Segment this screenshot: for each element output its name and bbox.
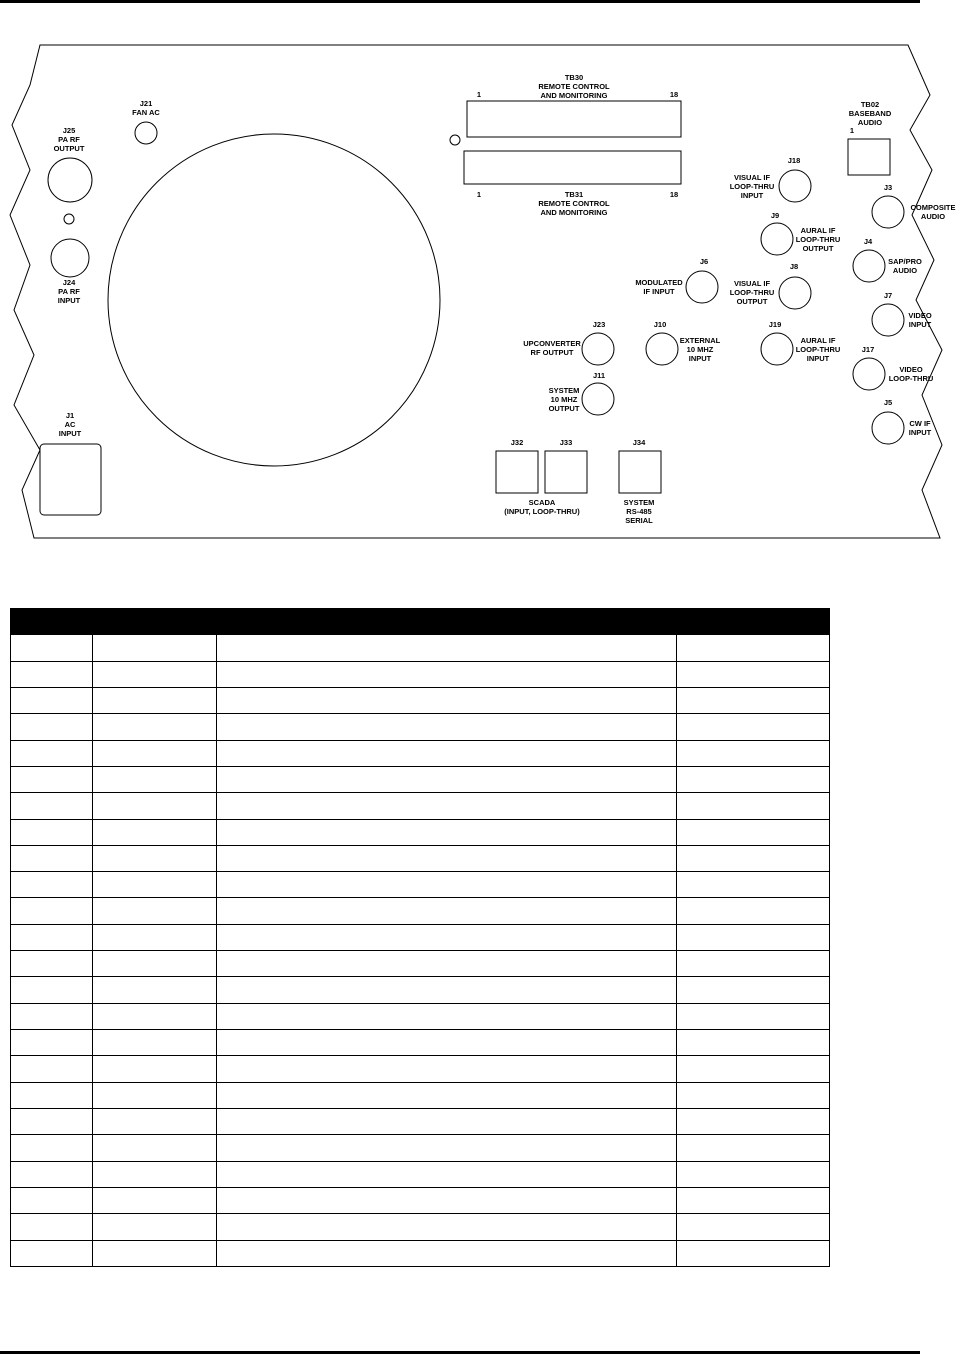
j34-label2: RS-485 (626, 507, 652, 516)
j10-connector (646, 333, 678, 365)
table-cell (217, 1240, 677, 1267)
j7-connector (872, 304, 904, 336)
table-cell (93, 766, 217, 792)
table-cell (93, 1003, 217, 1029)
table-header-cell (677, 609, 830, 635)
j23-label1: UPCONVERTER (523, 339, 581, 348)
table-row (11, 924, 830, 950)
j11-label3: OUTPUT (548, 404, 580, 413)
table-row (11, 898, 830, 924)
tb31-title: TB31 (564, 190, 584, 199)
table-cell (217, 1108, 677, 1134)
j6-label1: MODULATED (635, 278, 683, 287)
j9-id: J9 (770, 211, 780, 220)
j7-id: J7 (883, 291, 893, 300)
table-cell (11, 1003, 93, 1029)
tb30-pin-end: 18 (669, 90, 679, 99)
j34-label1: SYSTEM (623, 498, 655, 507)
j11-label1: SYSTEM (548, 386, 580, 395)
j9-connector (761, 223, 793, 255)
table-cell (93, 687, 217, 713)
table-row (11, 1214, 830, 1240)
table-cell (93, 1082, 217, 1108)
j23-connector (582, 333, 614, 365)
j10-label2: 10 MHZ (686, 345, 714, 354)
table-cell (217, 951, 677, 977)
j9-label2: LOOP-THRU (795, 235, 841, 244)
j5-id: J5 (883, 398, 893, 407)
table-cell (11, 661, 93, 687)
j10-id: J10 (653, 320, 667, 329)
table-row (11, 766, 830, 792)
j33-connector (545, 451, 587, 493)
table-row (11, 793, 830, 819)
table-cell (93, 819, 217, 845)
table-cell (217, 845, 677, 871)
table-cell (677, 977, 830, 1003)
j7-label1: VIDEO (908, 311, 932, 320)
table-cell (11, 714, 93, 740)
j3-label2: AUDIO (920, 212, 946, 221)
table-cell (11, 1214, 93, 1240)
table-cell (93, 1056, 217, 1082)
tb30-title: TB30 (564, 73, 584, 82)
j8-id: J8 (789, 262, 799, 271)
tb30-sub2: AND MONITORING (540, 91, 608, 100)
j21-name: FAN AC (132, 108, 160, 117)
table-row (11, 1187, 830, 1213)
j32-connector (496, 451, 538, 493)
j6-id: J6 (699, 257, 709, 266)
table-cell (677, 872, 830, 898)
tb02-label2: AUDIO (857, 118, 883, 127)
table-cell (217, 819, 677, 845)
table-cell (93, 1187, 217, 1213)
j25-label2: OUTPUT (53, 144, 85, 153)
table-row (11, 1082, 830, 1108)
j10-label3: INPUT (688, 354, 712, 363)
table-cell (217, 635, 677, 661)
j6-label2: IF INPUT (643, 287, 675, 296)
tb31-pin-start: 1 (476, 190, 482, 199)
table-row (11, 740, 830, 766)
table-cell (93, 872, 217, 898)
table-cell (217, 740, 677, 766)
table-cell (11, 687, 93, 713)
table-row (11, 845, 830, 871)
tb30-pin-start: 1 (476, 90, 482, 99)
table-cell (93, 1240, 217, 1267)
table-cell (217, 714, 677, 740)
table-cell (11, 1135, 93, 1161)
table-cell (11, 898, 93, 924)
table-cell (677, 1214, 830, 1240)
table-header-cell (217, 609, 677, 635)
panel-outline (10, 45, 942, 538)
table-header-row (11, 609, 830, 635)
table-cell (217, 766, 677, 792)
tb31-terminal-block (464, 151, 681, 184)
table-cell (11, 766, 93, 792)
table-cell (217, 1214, 677, 1240)
table-cell (93, 635, 217, 661)
table-cell (11, 635, 93, 661)
tb31-pin-end: 18 (669, 190, 679, 199)
tb02-label1: BASEBAND (848, 109, 892, 118)
table-cell (677, 1240, 830, 1267)
table-cell (93, 1108, 217, 1134)
table-cell (677, 898, 830, 924)
table-row (11, 1003, 830, 1029)
j17-label1: VIDEO (899, 365, 923, 374)
table-cell (677, 951, 830, 977)
table-cell (217, 1082, 677, 1108)
table-cell (217, 793, 677, 819)
table-cell (11, 872, 93, 898)
table-cell (93, 951, 217, 977)
table-cell (677, 1082, 830, 1108)
j8-connector (779, 277, 811, 309)
table-cell (677, 924, 830, 950)
table-cell (11, 793, 93, 819)
table-cell (11, 819, 93, 845)
tb02-id: TB02 (860, 100, 880, 109)
table-cell (677, 793, 830, 819)
j1-label2: INPUT (58, 429, 82, 438)
table-cell (217, 1003, 677, 1029)
mounting-hole (450, 135, 460, 145)
j19-connector (761, 333, 793, 365)
table-cell (677, 1135, 830, 1161)
table-cell (11, 1030, 93, 1056)
table-cell (11, 1108, 93, 1134)
j18-connector (779, 170, 811, 202)
j25-connector (48, 158, 92, 202)
j10-label1: EXTERNAL (679, 336, 721, 345)
j19-label3: INPUT (806, 354, 830, 363)
table-cell (677, 1030, 830, 1056)
table-cell (677, 1056, 830, 1082)
table-cell (11, 845, 93, 871)
j8-label2: LOOP-THRU (729, 288, 775, 297)
table-row (11, 1161, 830, 1187)
table-cell (93, 1030, 217, 1056)
table-cell (217, 1187, 677, 1213)
j18-label2: LOOP-THRU (729, 182, 775, 191)
table-cell (677, 661, 830, 687)
tb30-terminal-block (467, 101, 681, 137)
j1-label1: AC (64, 420, 76, 429)
table-cell (677, 766, 830, 792)
j34-label3: SERIAL (625, 516, 653, 525)
table-cell (217, 1056, 677, 1082)
table-cell (677, 819, 830, 845)
j3-id: J3 (883, 183, 893, 192)
j5-label1: CW IF (909, 419, 931, 428)
j24-connector (51, 239, 89, 277)
table-cell (11, 1056, 93, 1082)
j1-connector (40, 444, 101, 515)
table-cell (11, 1187, 93, 1213)
j4-label1: SAP/PRO (888, 257, 922, 266)
connector-table (10, 608, 830, 1267)
table-row (11, 635, 830, 661)
j9-label3: OUTPUT (802, 244, 834, 253)
table-cell (677, 714, 830, 740)
j11-label2: 10 MHZ (550, 395, 578, 404)
table-cell (93, 1161, 217, 1187)
table-cell (677, 740, 830, 766)
j8-label1: VISUAL IF (733, 279, 771, 288)
table-row (11, 687, 830, 713)
table-row (11, 872, 830, 898)
j25-id: J25 (62, 126, 76, 135)
j21-connector (135, 122, 157, 144)
rear-panel-diagram (0, 0, 971, 560)
j32-id: J32 (510, 438, 524, 447)
table-row (11, 661, 830, 687)
j34-connector (619, 451, 661, 493)
table-cell (11, 977, 93, 1003)
j11-id: J11 (592, 371, 606, 380)
table-cell (677, 1003, 830, 1029)
scada-label1: SCADA (528, 498, 556, 507)
table-cell (93, 793, 217, 819)
j6-connector (686, 271, 718, 303)
j34-id: J34 (632, 438, 646, 447)
table-cell (217, 924, 677, 950)
table-row (11, 819, 830, 845)
j8-label3: OUTPUT (736, 297, 768, 306)
j18-label1: VISUAL IF (733, 173, 771, 182)
table-row (11, 1240, 830, 1267)
table-cell (93, 714, 217, 740)
j3-connector (872, 196, 904, 228)
table-cell (11, 951, 93, 977)
tb02-terminal-block (848, 139, 890, 175)
table-cell (93, 898, 217, 924)
table-cell (217, 1030, 677, 1056)
j4-connector (853, 250, 885, 282)
j17-label2: LOOP-THRU (888, 374, 934, 383)
table-cell (677, 635, 830, 661)
table-cell (677, 1187, 830, 1213)
j3-label1: COMPOSITE (910, 203, 956, 212)
table-cell (217, 1161, 677, 1187)
j24-label2: INPUT (57, 296, 81, 305)
j18-label3: INPUT (740, 191, 764, 200)
j5-connector (872, 412, 904, 444)
table-cell (217, 1135, 677, 1161)
table-cell (677, 687, 830, 713)
table-cell (11, 1161, 93, 1187)
table-row (11, 1030, 830, 1056)
j7-label2: INPUT (908, 320, 932, 329)
table-row (11, 1135, 830, 1161)
table-cell (217, 661, 677, 687)
j19-id: J19 (768, 320, 782, 329)
j4-id: J4 (863, 237, 873, 246)
table-cell (11, 1082, 93, 1108)
table-row (11, 1108, 830, 1134)
tb31-sub1: REMOTE CONTROL (538, 199, 610, 208)
table-cell (677, 845, 830, 871)
tb30-sub1: REMOTE CONTROL (538, 82, 610, 91)
table-row (11, 951, 830, 977)
j17-id: J17 (861, 345, 875, 354)
table-cell (93, 661, 217, 687)
j17-connector (853, 358, 885, 390)
table-cell (217, 687, 677, 713)
table-cell (11, 740, 93, 766)
table-cell (93, 845, 217, 871)
j33-id: J33 (559, 438, 573, 447)
scada-label2: (INPUT, LOOP-THRU) (504, 507, 580, 516)
table-cell (93, 924, 217, 950)
table-cell (11, 1240, 93, 1267)
table-row (11, 1056, 830, 1082)
j24-id: J24 (62, 278, 76, 287)
j25-label1: PA RF (58, 135, 80, 144)
j19-label1: AURAL IF (800, 336, 836, 345)
table-cell (677, 1108, 830, 1134)
tb31-sub2: AND MONITORING (540, 208, 608, 217)
table-cell (217, 872, 677, 898)
j19-label2: LOOP-THRU (795, 345, 841, 354)
mounting-hole (64, 214, 74, 224)
table-header-cell (11, 609, 93, 635)
table-cell (93, 1214, 217, 1240)
table-cell (217, 977, 677, 1003)
table-row (11, 714, 830, 740)
j24-label1: PA RF (58, 287, 80, 296)
table-row (11, 977, 830, 1003)
table-header-cell (93, 609, 217, 635)
fan-opening (108, 134, 440, 466)
j23-id: J23 (592, 320, 606, 329)
tb02-pin: 1 (849, 126, 855, 135)
table-cell (217, 898, 677, 924)
j21-id: J21 (139, 99, 153, 108)
j5-label2: INPUT (908, 428, 932, 437)
j1-id: J1 (65, 411, 75, 420)
j18-id: J18 (787, 156, 801, 165)
j23-label2: RF OUTPUT (530, 348, 574, 357)
table-cell (93, 977, 217, 1003)
table-cell (93, 740, 217, 766)
table-cell (93, 1135, 217, 1161)
table-cell (677, 1161, 830, 1187)
j9-label1: AURAL IF (800, 226, 836, 235)
j11-connector (582, 383, 614, 415)
j4-label2: AUDIO (892, 266, 918, 275)
table-cell (11, 924, 93, 950)
